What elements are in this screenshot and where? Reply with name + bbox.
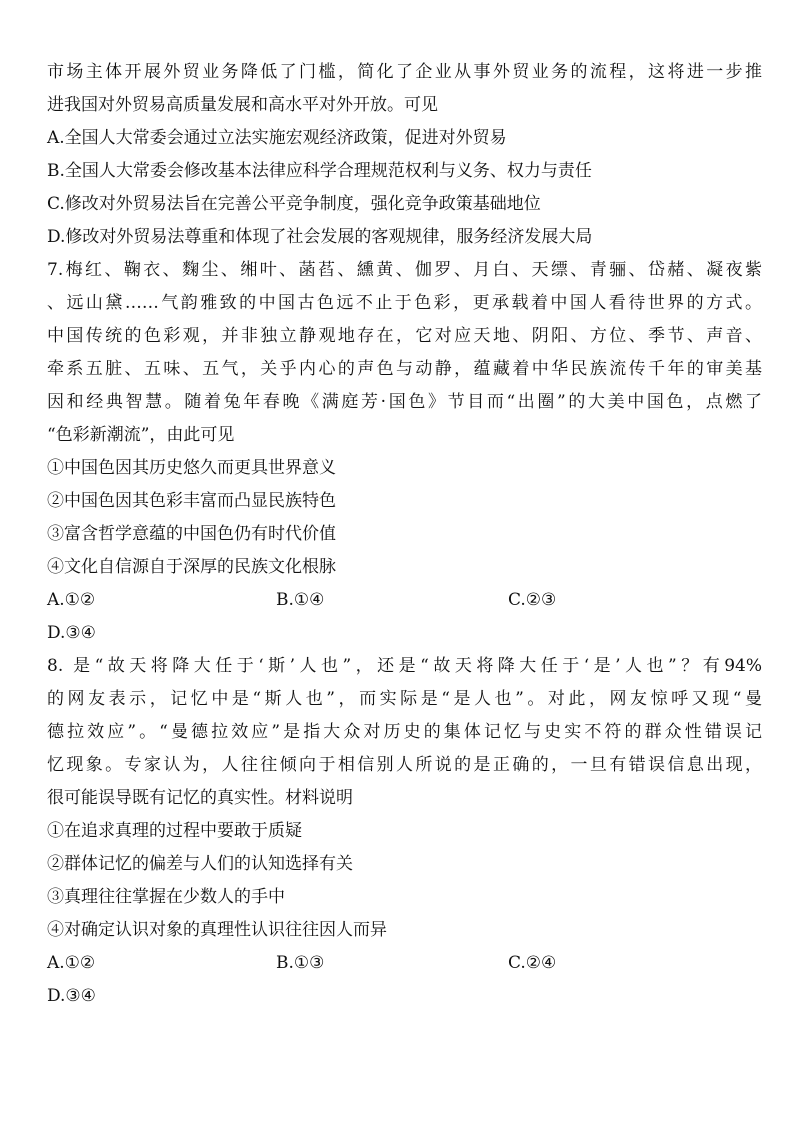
question-7-stem-line: 、远山黛……气韵雅致的中国古色远不止于色彩，更承载着中国人看待世界的方式。 bbox=[47, 293, 762, 313]
question-7-statement: ②中国色因其色彩丰富而凸显民族特色 bbox=[47, 491, 336, 511]
question-7-choice-d: D.③④ bbox=[47, 623, 96, 643]
question-8-choice-d: D.③④ bbox=[47, 986, 96, 1006]
question-7-stem-line: 中国传统的色彩观，并非独立静观地存在，它对应天地、阴阳、方位、季节、声音、 bbox=[47, 326, 762, 346]
question-8 bbox=[47, 650, 762, 1013]
question-6 bbox=[47, 56, 762, 254]
question-8-choices-row bbox=[47, 947, 762, 980]
question-7-stem-line: 牵系五脏、五味、五气，关乎内心的声色与动静，蕴藏着中华民族流传千年的审美基 bbox=[47, 359, 762, 379]
question-7-choice-a: A.①② bbox=[47, 590, 96, 610]
question-8-statement: ②群体记忆的偏差与人们的认知选择有关 bbox=[47, 854, 353, 874]
question-7-choices-row bbox=[47, 584, 762, 617]
question-8-choice-b: B.①③ bbox=[276, 953, 325, 973]
question-8-choice-c: C.②④ bbox=[508, 953, 557, 973]
question-6-option-b: B.全国人大常委会修改基本法律应科学合理规范权利与义务、权力与责任 bbox=[47, 161, 592, 181]
question-7-choice-c: C.②③ bbox=[508, 590, 557, 610]
question-7-stem-line: 因和经典智慧。随着兔年春晚《满庭芳·国色》节目而“出圈”的大美中国色，点燃了 bbox=[47, 392, 762, 412]
question-7-stem-line: “色彩新潮流”，由此可见 bbox=[47, 425, 235, 445]
question-7 bbox=[47, 254, 762, 650]
question-7-statement: ③富含哲学意蕴的中国色仍有时代价值 bbox=[47, 524, 336, 544]
question-7-choice-b: B.①④ bbox=[276, 590, 325, 610]
question-7-statement: ①中国色因其历史悠久而更具世界意义 bbox=[47, 458, 336, 478]
question-8-stem-line: 忆现象。专家认为，人往往倾向于相信别人所说的是正确的，一旦有错误信息出现， bbox=[47, 755, 762, 775]
question-8-statement: ④对确定认识对象的真理性认识往往因人而异 bbox=[47, 920, 387, 940]
question-8-statement: ①在追求真理的过程中要敢于质疑 bbox=[47, 821, 302, 841]
question-8-stem-line: 德拉效应”。“曼德拉效应”是指大众对历史的集体记忆与史实不符的群众性错误记 bbox=[47, 722, 762, 742]
question-content bbox=[47, 56, 762, 1013]
question-7-stem-line: 7.梅红、鞠衣、麴尘、缃叶、菡萏、纁黄、伽罗、月白、天缥、青骊、岱赭、凝夜紫 bbox=[47, 260, 762, 280]
question-6-stem-line: 市场主体开展外贸业务降低了门槛，简化了企业从事外贸业务的流程，这将进一步推 bbox=[47, 62, 762, 82]
question-6-stem-line: 进我国对外贸易高质量发展和高水平对外开放。可见 bbox=[47, 95, 438, 115]
question-6-option-c: C.修改对外贸易法旨在完善公平竞争制度，强化竞争政策基础地位 bbox=[47, 194, 541, 214]
question-6-option-d: D.修改对外贸易法尊重和体现了社会发展的客观规律，服务经济发展大局 bbox=[47, 227, 593, 247]
question-8-choice-a: A.①② bbox=[47, 953, 96, 973]
question-8-stem-line: 的网友表示，记忆中是“斯人也”，而实际是“是人也”。对此，网友惊呼又现“曼 bbox=[47, 689, 762, 709]
question-7-statement: ④文化自信源自于深厚的民族文化根脉 bbox=[47, 557, 336, 577]
question-8-stem-line: 8. 是“故天将降大任于‘斯’人也”，还是“故天将降大任于‘是’人也”？有94% bbox=[47, 656, 762, 676]
question-8-statement: ③真理往往掌握在少数人的手中 bbox=[47, 887, 285, 907]
question-6-option-a: A.全国人大常委会通过立法实施宏观经济政策，促进对外贸易 bbox=[47, 128, 507, 148]
question-8-stem-line: 很可能误导既有记忆的真实性。材料说明 bbox=[47, 788, 353, 808]
